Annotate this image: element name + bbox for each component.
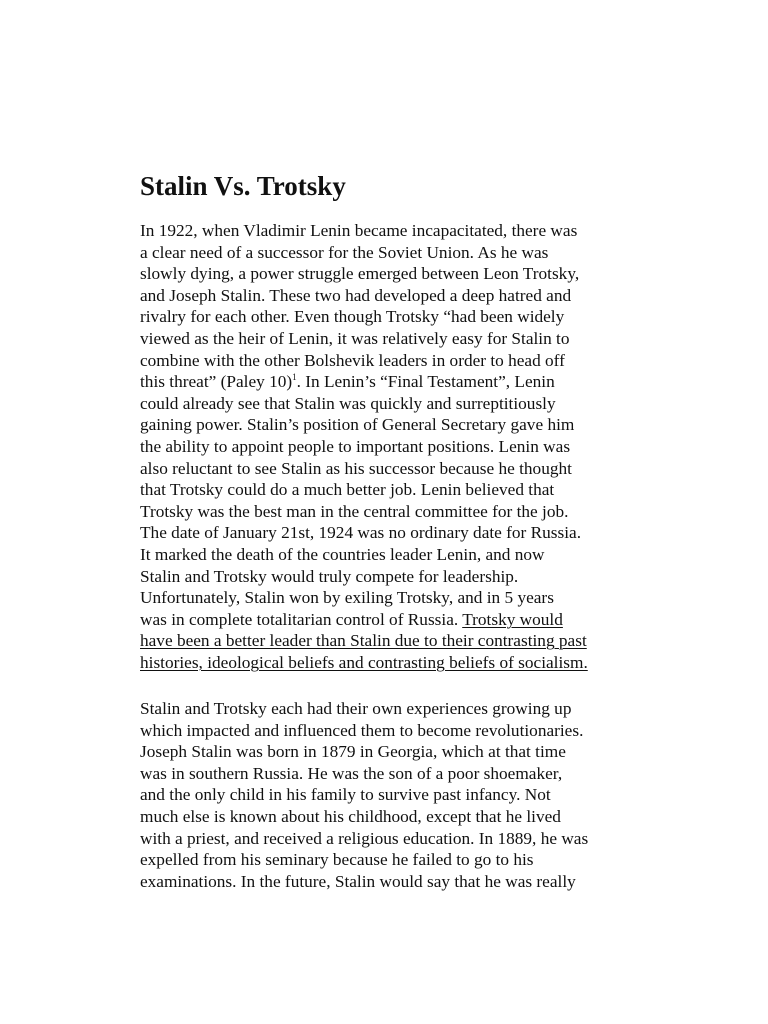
text-line: expelled from his seminary because he failed to go to his [140, 850, 534, 870]
text-line: gaining power. Stalin’s position of General Secretary gave him [140, 415, 575, 435]
text-line: Trotsky was the best man in the central committee for the job. [140, 501, 569, 521]
text-line: the ability to appoint people to important positions. Lenin was [140, 436, 571, 456]
text-line: rivalry for each other. Even though Trotsky “had been widely [140, 307, 565, 327]
text-line-thesis-start [140, 609, 640, 631]
text-line: The date of January 21st, 1924 was no ordinary date for Russia. [140, 523, 582, 543]
text-line: and Joseph Stalin. These two had developed a deep hatred and [140, 285, 572, 305]
text-line: Stalin and Trotsky each had their own experiences growing up [140, 699, 572, 718]
paragraph-introduction [140, 220, 640, 673]
thesis-line [140, 630, 640, 652]
text-line: Unfortunately, Stalin won by exiling Trotsky, and in 5 years [140, 588, 554, 608]
text-line: examinations. In the future, Stalin would say that he was really [140, 871, 576, 891]
text-line: combine with the other Bolshevik leaders in order to head off [140, 350, 565, 370]
text-line: viewed as the heir of Lenin, it was relatively easy for Stalin to [140, 328, 570, 348]
text-line: In 1922, when Vladimir Lenin became incapacitated, there was [140, 221, 578, 240]
text-line: that Trotsky could do a much better job. Lenin believed that [140, 480, 555, 500]
text-line: with a priest, and received a religious education. In 1889, he was [140, 828, 589, 848]
thesis-statement: have been a better leader than Stalin due to their contrasting past [140, 631, 587, 651]
text-segment: was in complete totalitarian control of Russia. [140, 609, 463, 629]
text-line: a clear need of a successor for the Soviet Union. As he was [140, 242, 549, 262]
text-line: and the only child in his family to survive past infancy. Not [140, 785, 551, 805]
text-line: Joseph Stalin was born in 1879 in Georgia, which at that time [140, 742, 566, 762]
text-segment: . In Lenin’s “Final Testament”, Lenin [296, 372, 555, 392]
text-line: also reluctant to see Stalin as his successor because he thought [140, 458, 572, 478]
text-line: which impacted and influenced them to become revolutionaries. [140, 720, 584, 740]
thesis-line [140, 652, 640, 674]
text-line: Stalin and Trotsky would truly compete for leadership. [140, 566, 519, 586]
paragraph-backgrounds [140, 698, 640, 892]
text-line: slowly dying, a power struggle emerged between Leon Trotsky, [140, 264, 580, 284]
text-line: much else is known about his childhood, except that he lived [140, 806, 561, 826]
text-line: was in southern Russia. He was the son of a poor shoemaker, [140, 763, 563, 783]
thesis-statement: Trotsky would [462, 609, 563, 629]
footnote-reference[interactable]: 1 [292, 372, 297, 383]
document-title: Stalin Vs. Trotsky [140, 171, 346, 201]
text-line: It marked the death of the countries leader Lenin, and now [140, 544, 545, 564]
thesis-statement: histories, ideological beliefs and contrasting beliefs of socialism. [140, 652, 588, 672]
text-line: could already see that Stalin was quickly and surreptitiously [140, 393, 556, 413]
text-segment: this threat” (Paley 10) [140, 372, 293, 392]
text-line-with-footnote [140, 371, 640, 393]
